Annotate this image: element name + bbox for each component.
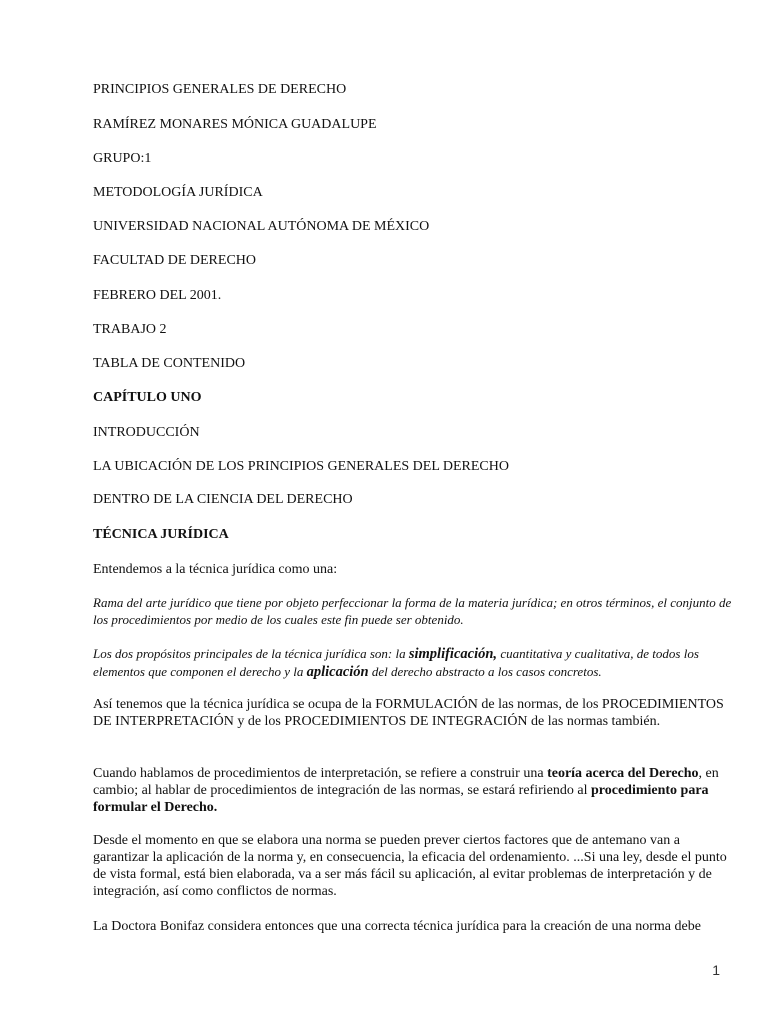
purposes-simplificacion: simplificación, (408, 646, 498, 662)
group-label: GRUPO:1 (93, 151, 152, 166)
faculty-name: FACULTAD DE DERECHO (93, 253, 256, 268)
interp-text-a: Cuando hablamos de procedimientos de interpretación, se refiere a construir una (93, 766, 548, 781)
paragraph-norma: Desde el momento en que se elabora una norma se pueden prever ciertos factores que de antemano van a garantizar la aplicación de la norma y, en consecuencia, la eficacia del ordenamiento. ...Si una ley, desde el punto de vista formal, está bien elaborada, va a ser más fácil su aplicación, al evitar problemas de interpretación y de integración, así como conflictos de normas. (93, 833, 727, 899)
author-name: RAMÍREZ MONARES MÓNICA GUADALUPE (93, 117, 377, 132)
purposes-quote (93, 645, 733, 681)
intro-heading: INTRODUCCIÓN (93, 425, 200, 440)
university-name: UNIVERSIDAD NACIONAL AUTÓNOMA DE MÉXICO (93, 219, 430, 234)
purposes-text-a: Los dos propósitos principales de la técnica jurídica son: la (93, 646, 409, 661)
definition-quote: Rama del arte jurídico que tiene por objeto perfeccionar la forma de la materia jurídica; en otros términos, el conjunto de los procedimientos por medio de los cuales este fin puede ser obtenido. (93, 595, 732, 627)
location-heading-1: LA UBICACIÓN DE LOS PRINCIPIOS GENERALES DEL DERECHO (93, 459, 509, 474)
paragraph-formulacion: Así tenemos que la técnica jurídica se ocupa de la FORMULACIÓN de las normas, de los PROCEDIMIENTOS DE INTERPRETACIÓN y de los PROCEDIMIENTOS DE INTEGRACIÓN de las normas también. (93, 697, 724, 729)
purposes-text-c: cuantitativa y cualitativa, de todos los elementos que componen el derecho y la (93, 646, 699, 679)
doc-title: PRINCIPIOS GENERALES DE DERECHO (93, 82, 347, 97)
date-label: FEBRERO DEL 2001. (93, 288, 222, 303)
paragraph-intro: Entendemos a la técnica jurídica como una: (93, 562, 338, 577)
chapter-heading: CAPÍTULO UNO (93, 390, 202, 405)
paragraph-interpretacion (93, 765, 733, 816)
interp-procedimiento: procedimiento para formular el Derecho. (93, 783, 709, 815)
interp-teoria: teoría acerca del Derecho (547, 766, 699, 781)
section-heading: TÉCNICA JURÍDICA (93, 527, 229, 542)
purposes-aplicacion: aplicación (306, 664, 369, 680)
interp-text-c: , en cambio; al hablar de procedimientos de integración de las normas, se estará refiriendo al (93, 766, 719, 798)
purposes-text-e: del derecho abstracto a los casos concretos. (368, 664, 602, 679)
subject-label: METODOLOGÍA JURÍDICA (93, 185, 263, 200)
assignment-label: TRABAJO 2 (93, 322, 167, 337)
location-heading-2: DENTRO DE LA CIENCIA DEL DERECHO (93, 492, 353, 507)
page-number: 1 (712, 962, 720, 978)
paragraph-bonifaz: La Doctora Bonifaz considera entonces que una correcta técnica jurídica para la creación de una norma debe (93, 919, 701, 934)
toc-label: TABLA DE CONTENIDO (93, 356, 246, 371)
